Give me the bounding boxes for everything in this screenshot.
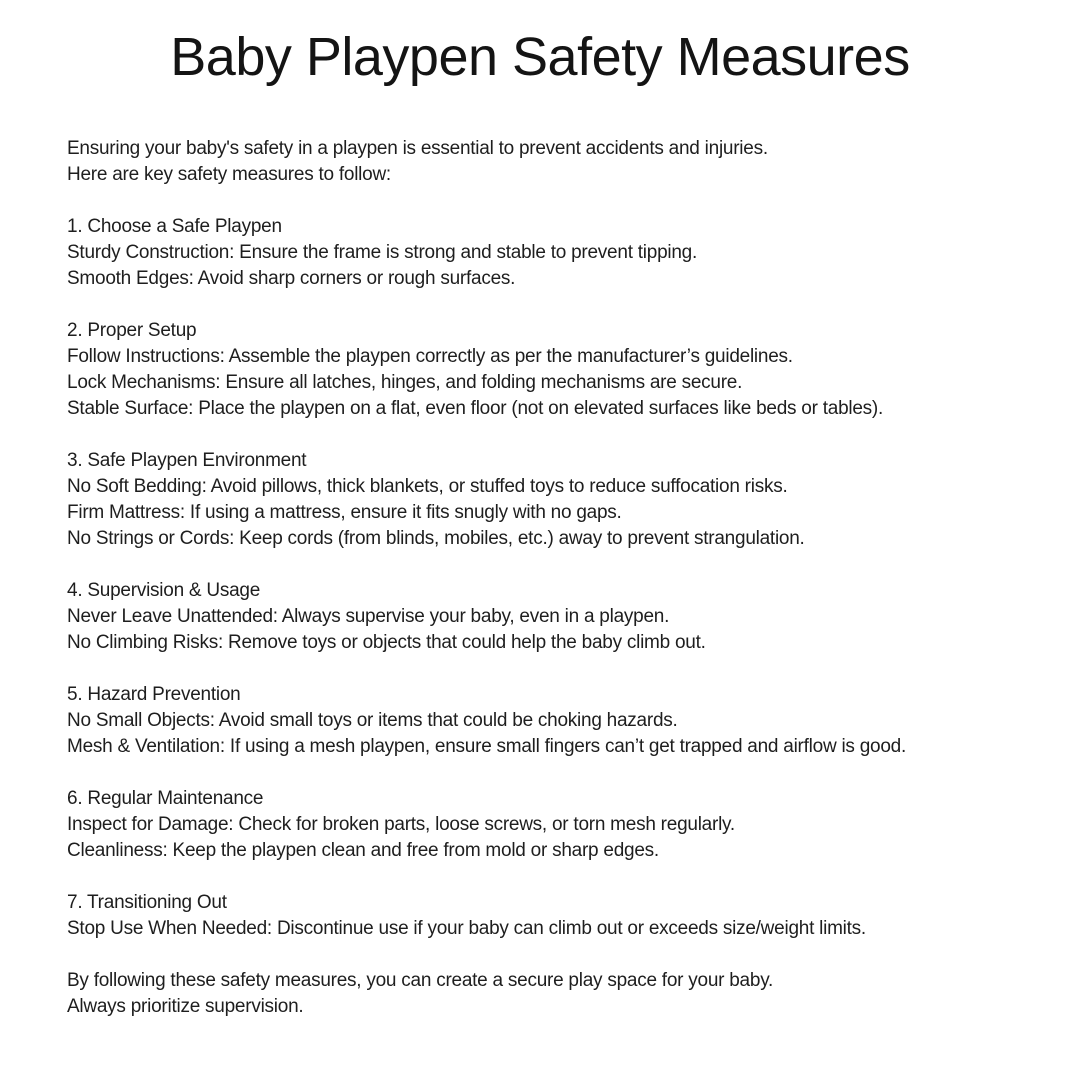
- section-proper-setup: [67, 318, 1060, 422]
- text-line: Stop Use When Needed: Discontinue use if your baby can climb out or exceeds size/weight limits.: [67, 918, 866, 939]
- text-line: Lock Mechanisms: Ensure all latches, hinges, and folding mechanisms are secure.: [67, 372, 743, 393]
- text-line: No Soft Bedding: Avoid pillows, thick blankets, or stuffed toys to reduce suffocation risks.: [67, 476, 788, 497]
- section-heading: 6. Regular Maintenance: [67, 788, 264, 809]
- section-heading: 4. Supervision & Usage: [67, 580, 261, 601]
- intro-paragraph: [67, 136, 1060, 188]
- text-line: Cleanliness: Keep the playpen clean and free from mold or sharp edges.: [67, 840, 659, 861]
- document-body: [67, 136, 1060, 1046]
- text-line: Smooth Edges: Avoid sharp corners or rough surfaces.: [67, 268, 516, 289]
- text-line: Always prioritize supervision.: [67, 996, 304, 1017]
- section-transitioning-out: [67, 890, 1060, 942]
- text-line: Never Leave Unattended: Always supervise your baby, even in a playpen.: [67, 606, 670, 627]
- section-safe-environment: [67, 448, 1060, 552]
- section-regular-maintenance: [67, 786, 1060, 864]
- section-heading: 7. Transitioning Out: [67, 892, 227, 913]
- text-line: Inspect for Damage: Check for broken parts, loose screws, or torn mesh regularly.: [67, 814, 735, 835]
- outro-paragraph: [67, 968, 1060, 1020]
- text-line: Ensuring your baby's safety in a playpen is essential to prevent accidents and injuries.: [67, 138, 768, 159]
- section-hazard-prevention: [67, 682, 1060, 760]
- text-line: No Small Objects: Avoid small toys or items that could be choking hazards.: [67, 710, 678, 731]
- section-heading: 1. Choose a Safe Playpen: [67, 216, 282, 237]
- text-line: By following these safety measures, you can create a secure play space for your baby.: [67, 970, 774, 991]
- section-heading: 2. Proper Setup: [67, 320, 197, 341]
- text-line: Follow Instructions: Assemble the playpen correctly as per the manufacturer’s guidelines.: [67, 346, 793, 367]
- text-line: No Climbing Risks: Remove toys or objects that could help the baby climb out.: [67, 632, 706, 653]
- section-supervision-usage: [67, 578, 1060, 656]
- text-line: Stable Surface: Place the playpen on a flat, even floor (not on elevated surfaces like beds or tables).: [67, 398, 884, 419]
- text-line: Mesh & Ventilation: If using a mesh playpen, ensure small fingers can’t get trapped and airflow is good.: [67, 736, 906, 757]
- text-line: Sturdy Construction: Ensure the frame is strong and stable to prevent tipping.: [67, 242, 698, 263]
- section-heading: 3. Safe Playpen Environment: [67, 450, 307, 471]
- text-line: Here are key safety measures to follow:: [67, 164, 391, 185]
- text-line: Firm Mattress: If using a mattress, ensure it fits snugly with no gaps.: [67, 502, 622, 523]
- section-choose-safe-playpen: [67, 214, 1060, 292]
- text-line: No Strings or Cords: Keep cords (from blinds, mobiles, etc.) away to prevent strangulation.: [67, 528, 805, 549]
- section-heading: 5. Hazard Prevention: [67, 684, 241, 705]
- page-title: Baby Playpen Safety Measures: [170, 27, 910, 87]
